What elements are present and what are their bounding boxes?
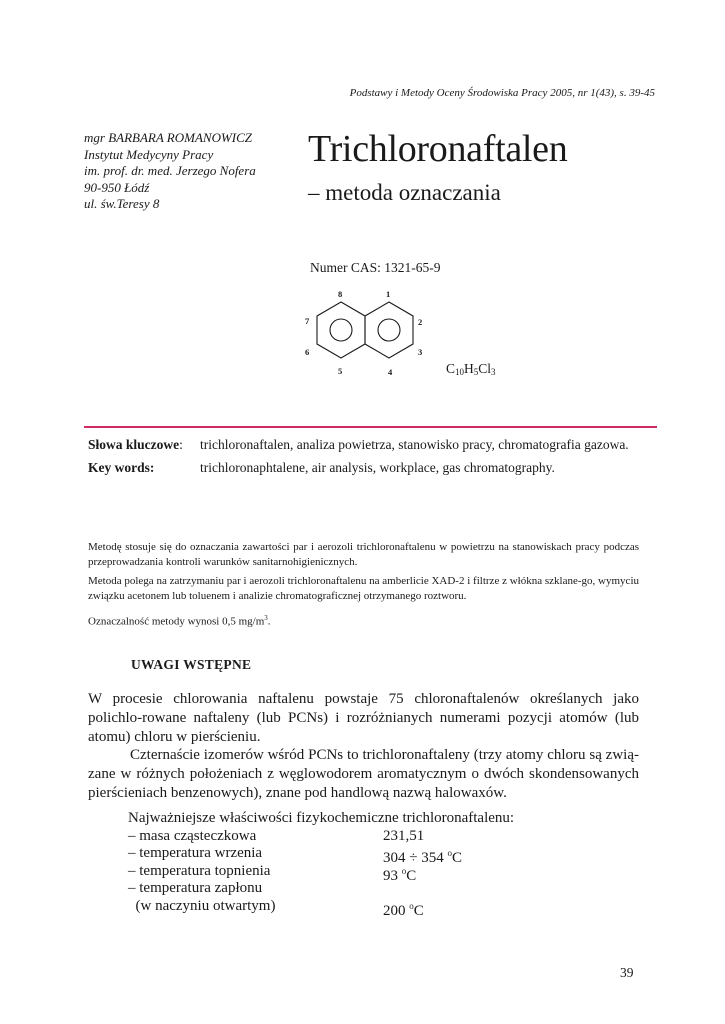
author-block [84,130,256,213]
abstract-limit-text: Oznaczalność metody wynosi 0,5 mg/m [88,615,265,628]
keywords-en-label: Key words: [88,460,155,475]
naphthalene-structure [300,285,440,380]
ring-label-6: 6 [305,347,310,357]
property-label: – temperatura zapłonu [128,880,263,896]
keywords-pl-text: trichloronaftalen, analiza powietrza, stanowisko pracy, chromatografia gazowa. [200,437,629,452]
body-paragraph-1: W procesie chlorowania naftalenu powstaje 75 chloronaftalenów określanych jako polichlo-rowane naftaleny (lub PCNs) i rozróżnianych numerami pozycji atomów (lub atomu) chloru w pierścieniu. [88,691,639,745]
ring-label-8: 8 [338,289,343,299]
author-street: ul. św.Teresy 8 [84,196,160,211]
formula-c-count: 10 [455,367,465,377]
ring-label-4: 4 [388,367,393,377]
author-institute: Instytut Medycyny Pracy [84,146,214,162]
abstract-paragraph-2: Metoda polega na zatrzymaniu par i aerozoli trichloronaftalenu na amberlicie XAD-2 i filtrze z włókna szklane-go, wymyciu związku acetonem lub toluenem i analizie chromatograficznej otrzymanego roztworu. [88,575,639,602]
property-sub-label: (w naczyniu otwartym) [128,897,276,914]
unit: C [406,867,417,884]
ring-label-3: 3 [418,347,423,357]
formula-h-count: 5 [473,367,479,377]
unit: C [413,902,424,919]
property-label: – temperatura topnienia [128,862,271,879]
properties-intro: Najważniejsze właściwości fizykochemiczne trichloronaftalenu: [128,810,515,826]
properties-list [128,810,515,919]
section-divider [84,426,657,428]
property-value [383,898,424,921]
left-ring [317,302,365,358]
formula-c: C [446,361,456,376]
flash-value: 200 [383,902,410,919]
molecular-formula [446,361,496,377]
ring-label-1: 1 [386,289,391,299]
section-heading: UWAGI WSTĘPNE [131,657,252,672]
ring-label-7: 7 [305,316,310,326]
property-flash-point [128,880,514,898]
author-postal-code: 90-950 Łódź [84,179,150,195]
abstract-paragraph-1: Metodę stosuje się do oznaczania zawartości par i aerozoli trichloronaftalenu w powietrzu na stanowiskach pracy podczas przeprowadzania kontroli warunków sanitarnohigienicznych. [88,541,639,568]
page-number: 39 [620,965,634,980]
property-value: 231,51 [383,827,425,844]
cas-number: Numer CAS: 1321-65-9 [310,260,441,275]
degree-sign: o [401,865,407,876]
property-melting-point [128,862,514,884]
formula-h: H [464,361,474,376]
property-label: – masa cząsteczkowa [128,827,257,844]
keywords-pl-colon: : [179,437,183,452]
author-institute-name: im. prof. dr. med. Jerzego Nofera [84,163,256,178]
author-name: mgr BARBARA ROMANOWICZ [84,130,253,145]
boiling-range: 304 ÷ 354 [383,850,448,866]
keywords-pl-label-wrap [88,437,200,453]
keywords-en-row [88,460,555,476]
ring-label-2: 2 [418,317,423,327]
keywords-pl-label: Słowa kluczowe [88,437,180,452]
formula-cl-count: 3 [491,367,496,377]
keywords-pl-row [88,437,629,453]
unit: C [451,850,462,866]
property-molar-mass [128,828,514,846]
paper-subtitle: – metoda oznaczania [308,180,501,205]
degree-sign: o [447,848,452,858]
right-aromatic-circle [378,319,400,341]
property-boiling-point [128,845,514,866]
formula-cl: Cl [478,361,492,376]
body-paragraph-2: Czternaście izomerów wśród PCNs to trichloronaftaleny (trzy atomy chloru są zwią-zane w różnych położeniach z węglowodorem aromatycznym o dwóch skondensowanych pierścieniach benzenowych), znane pod handlową nazwą halowaxów. [88,747,639,801]
property-label: – temperatura wrzenia [128,845,263,861]
property-flash-point-note [128,897,514,919]
degree-sign: o [409,900,414,911]
journal-header: Podstawy i Metody Oceny Środowiska Pracy 2005, nr 1(43), s. 39-45 [349,87,655,99]
melting-value: 93 [383,867,402,884]
paper-title: Trichloronaftalen [308,128,568,170]
left-aromatic-circle [330,319,352,341]
keywords-en-text: trichloronaphtalene, air analysis, workplace, gas chromatography. [200,460,555,475]
ring-label-5: 5 [338,366,343,376]
ring-bonds [317,302,413,358]
abstract-limit-sup: 3 [264,614,268,622]
abstract-limit-end: . [267,615,271,628]
right-ring [365,302,413,358]
abstract-paragraph-3 [88,611,639,629]
